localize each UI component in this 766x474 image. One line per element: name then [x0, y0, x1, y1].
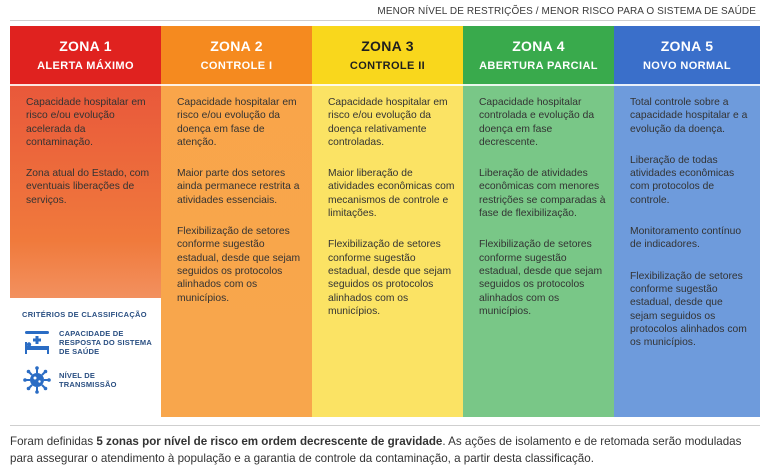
zone-paragraph: Monitoramento contínuo de indicadores. — [630, 226, 742, 251]
zone-2-body — [161, 86, 312, 417]
zone-2-header — [161, 26, 312, 84]
criteria-item-transmission — [22, 365, 153, 395]
zone-paragraph: Flexibilização de setores conforme sugestão estadual, desde que sejam seguidos os protocolos alinhados com os municípios. — [177, 226, 301, 304]
zone-paragraph: Maior parte dos setores ainda permanece restrita a atividades essenciais. — [177, 168, 300, 206]
zone-paragraph: Zona atual do Estado, com eventuais liberações de serviços. — [26, 168, 150, 206]
zone-subtitle: CONTROLE I — [200, 60, 273, 72]
zone-title: ZONA 3 — [361, 38, 414, 54]
zone-subtitle: CONTROLE II — [349, 60, 426, 72]
zone-subtitle: ABERTURA PARCIAL — [479, 60, 598, 72]
hospital-bed-icon — [22, 327, 52, 357]
classification-criteria-legend — [10, 298, 161, 417]
criteria-label: NÍVEL DE TRANSMISSÃO — [59, 371, 117, 389]
zone-subtitle: NOVO NORMAL — [642, 60, 732, 72]
zone-subtitle: ALERTA MÁXIMO — [37, 60, 134, 72]
top-caption: MENOR NÍVEL DE RESTRIÇÕES / MENOR RISCO PARA O SISTEMA DE SAÚDE — [377, 6, 756, 17]
zone-paragraph: Total controle sobre a capacidade hospitalar e a evolução da doença. — [630, 97, 748, 135]
footer-divider — [10, 425, 760, 426]
virus-icon — [22, 365, 52, 395]
zone-5-body — [614, 86, 760, 417]
criteria-label: CAPACIDADE DE RESPOSTA DO SISTEMA DE SAÚDE — [59, 328, 152, 356]
zone-paragraph: Liberação de atividades econômicas com menores restrições se comparadas à fase de flexibilização. — [479, 168, 606, 220]
zone-paragraph: Capacidade hospitalar em risco e/ou evolução acelerada da contaminação. — [26, 97, 146, 148]
footer-emphasis: 5 zonas por nível de risco em ordem decrescente de gravidade — [96, 435, 443, 448]
zone-title: ZONA 2 — [210, 38, 263, 54]
zone-paragraph: Flexibilização de setores conforme sugestão estadual, desde que sejam seguidos os protocolos alinhados com os municípios. — [630, 270, 747, 349]
zone-4-header — [463, 26, 614, 84]
zone-3-body — [312, 86, 463, 417]
criteria-title: CRITÉRIOS DE CLASSIFICAÇÃO — [22, 310, 147, 319]
criteria-item-health-system — [22, 327, 153, 357]
zone-5-column — [614, 26, 760, 417]
zone-paragraph: Capacidade hospitalar controlada e evolução da doença em fase decrescente. — [479, 97, 595, 148]
zone-4-column — [463, 26, 614, 417]
footer-note — [10, 433, 760, 467]
zone-5-header — [614, 26, 760, 84]
zone-3-header — [312, 26, 463, 84]
footer-suffix: . As ações de isolamento e de retomada serão moduladas para assegurar o atendimento à população e a garantia de controle da contaminação, a partir desta classificação. — [10, 435, 742, 465]
zone-paragraph: Capacidade hospitalar em risco e/ou evolução da doença em fase de atenção. — [177, 97, 297, 148]
zone-title: ZONA 5 — [660, 38, 714, 54]
zone-paragraph: Maior liberação de atividades econômicas com mecanismos de controle e limitações. — [328, 168, 455, 220]
zone-paragraph: Capacidade hospitalar em risco e/ou evolução da doença relativamente controladas. — [328, 97, 448, 148]
top-divider — [10, 20, 760, 21]
zone-paragraph: Liberação de todas atividades econômicas com protocolos de controle. — [630, 154, 735, 206]
zone-paragraph: Flexibilização de setores conforme sugestão estadual, desde que sejam seguidos os protocolos alinhados com os municípios. — [479, 239, 603, 317]
zone-title: ZONA 4 — [512, 38, 565, 54]
zone-2-column — [161, 26, 312, 417]
zone-paragraph: Flexibilização de setores conforme sugestão estadual, desde que sejam seguidos os protocolos alinhados com os municípios. — [328, 239, 452, 317]
zone-4-body — [463, 86, 614, 417]
zone-title: ZONA 1 — [59, 38, 112, 54]
zone-1-header — [10, 26, 161, 84]
zone-3-column — [312, 26, 463, 417]
footer-prefix: Foram definidas — [10, 435, 97, 448]
